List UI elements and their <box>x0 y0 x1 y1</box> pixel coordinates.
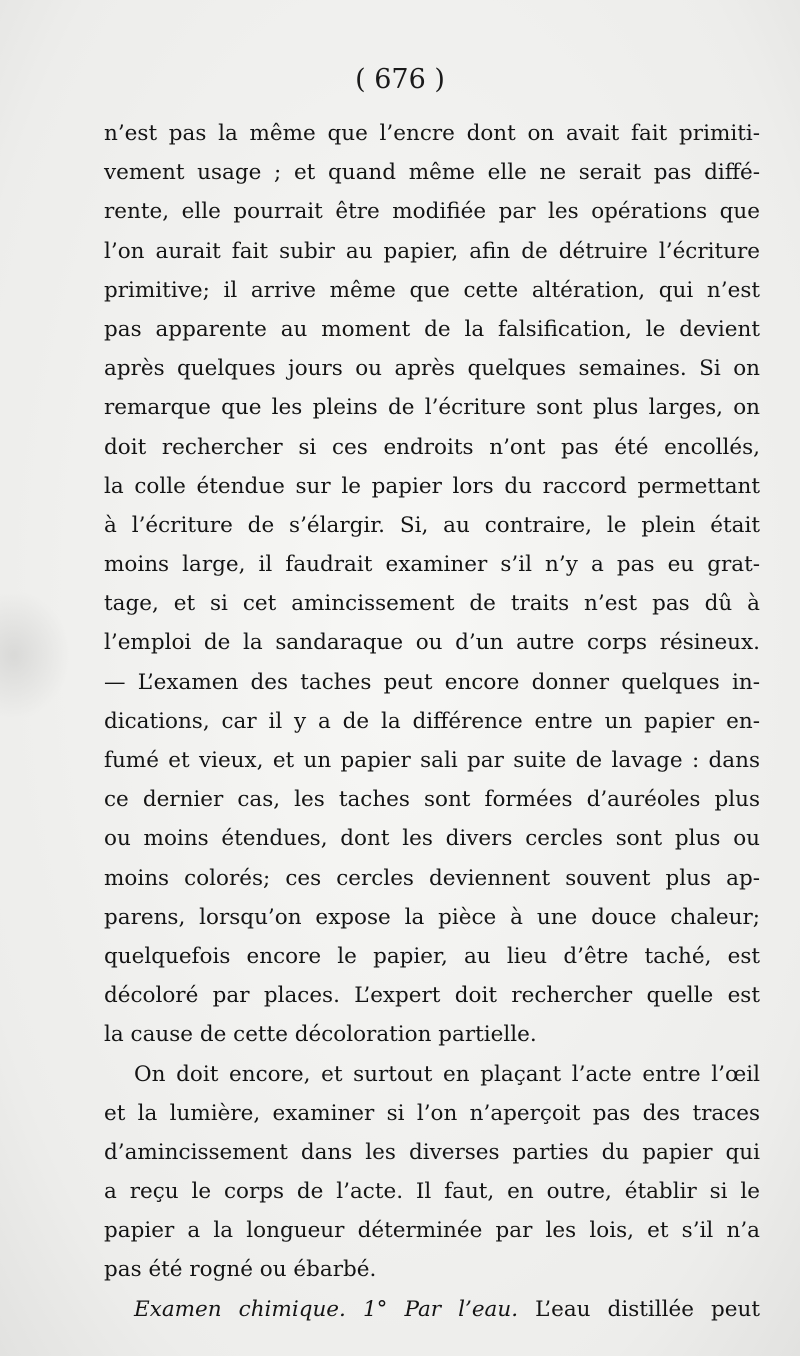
subsection-heading: 1° Par l’eau. <box>362 1296 519 1322</box>
text-line: la colle étendue sur le papier lors du raccord permettant <box>104 473 760 499</box>
text-line: moins large, il faudrait examiner s’il n’y a pas eu grat- <box>104 552 760 578</box>
text-line: ou moins étendues, dont les divers cercles sont plus ou <box>104 826 760 852</box>
text-line: et la lumière, examiner si l’on n’aperçoit pas des traces <box>104 1100 760 1126</box>
body-text <box>104 114 760 1329</box>
text-line: a reçu le corps de l’acte. Il faut, en outre, établir si le <box>104 1179 760 1205</box>
text-line: papier a la longueur déterminée par les lois, et s’il n’a <box>104 1218 760 1244</box>
text-line: pas apparente au moment de la falsification, le devient <box>104 316 760 342</box>
text-line: remarque que les pleins de l’écriture sont plus larges, on <box>104 395 760 421</box>
text-line: primitive; il arrive même que cette altération, qui n’est <box>104 277 760 303</box>
text-line: moins colorés; ces cercles deviennent souvent plus ap- <box>104 865 760 891</box>
text-line: vement usage ; et quand même elle ne serait pas diffé- <box>104 160 760 186</box>
text-line: fumé et vieux, et un papier sali par suite de lavage : dans <box>104 748 760 773</box>
text-line: — L’examen des taches peut encore donner quelques in- <box>104 669 760 695</box>
text-line: décoloré par places. L’expert doit rechercher quelle est <box>104 983 760 1009</box>
section-heading: Examen chimique. <box>134 1296 346 1322</box>
paragraph-end-line: pas été rogné ou ébarbé. <box>104 1257 377 1283</box>
text-line: après quelques jours ou après quelques semaines. Si on <box>104 356 760 382</box>
paragraph-start-line: On doit encore, et surtout en plaçant l’acte entre l’œil <box>134 1061 760 1087</box>
text-line: rente, elle pourrait être modifiée par les opérations que <box>104 199 760 225</box>
text-line: quelquefois encore le papier, au lieu d’être taché, est <box>104 943 760 969</box>
page-number: ( 676 ) <box>355 64 445 95</box>
text-line: à l’écriture de s’élargir. Si, au contraire, le plein était <box>104 512 760 538</box>
page-stain <box>0 590 70 720</box>
text-line: l’on aurait fait subir au papier, afin de détruire l’écriture <box>104 238 760 264</box>
text-line: d’amincissement dans les diverses parties du papier qui <box>104 1139 760 1165</box>
text-line: tage, et si cet amincissement de traits n’est pas dû à <box>104 591 760 617</box>
text-line: dications, car il y a de la différence entre un papier en- <box>104 708 760 734</box>
text-line: ce dernier cas, les taches sont formées d’auréoles plus <box>104 787 760 813</box>
section-text: L’eau distillée peut <box>535 1296 760 1322</box>
text-line: n’est pas la même que l’encre dont on avait fait primiti- <box>104 121 760 146</box>
paragraph-end-line: la cause de cette décoloration partielle. <box>104 1022 537 1048</box>
text-line: l’emploi de la sandaraque ou d’un autre corps résineux. <box>104 630 760 656</box>
section-heading-line <box>104 1290 760 1329</box>
text-line: doit rechercher si ces endroits n’ont pas été encollés, <box>104 434 760 460</box>
text-line: parens, lorsqu’on expose la pièce à une douce chaleur; <box>104 904 760 930</box>
